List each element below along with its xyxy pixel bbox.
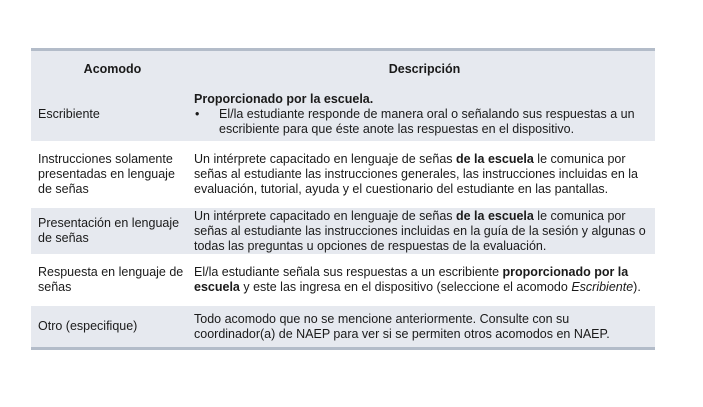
desc-text: y este las ingresa en el dispositivo (seleccione el acomodo xyxy=(239,280,572,294)
desc-text: Todo acomodo que no se mencione anteriormente. Consulte con su coordinador(a) de NAEP para ver si se permiten otros acomodos en NAEP. xyxy=(194,311,610,341)
desc-text: Un intérprete capacitado en lenguaje de señas xyxy=(194,152,456,166)
bullet-text: El/la estudiante responde de manera oral o señalando sus respuestas a un escribiente para que éste anote las respuestas en el dispositivo. xyxy=(219,107,635,136)
cell-descripcion xyxy=(194,141,655,208)
desc-text: ). xyxy=(633,280,641,294)
table-row xyxy=(31,141,655,208)
cell-acomodo: Presentación en lenguaje de señas xyxy=(38,216,180,245)
cell-acomodo: Instrucciones solamente presentadas en lenguaje de señas xyxy=(38,152,175,196)
desc-intro: Proporcionado por la escuela. xyxy=(194,92,374,106)
accommodations-table xyxy=(31,48,655,350)
cell-acomodo: Escribiente xyxy=(38,107,100,121)
table-row xyxy=(31,88,655,141)
header-acomodo: Acomodo xyxy=(83,62,142,76)
cell-acomodo: Respuesta en lenguaje de señas xyxy=(38,265,184,294)
desc-text: le comunica por señas al estudiante las instrucciones generales, las instrucciones incluidas en la evaluación, tutorial, ayuda y el cuestionario del estudiante en las pantallas. xyxy=(194,152,639,196)
desc-text: Un intérprete capacitado en lenguaje de señas xyxy=(194,208,456,223)
desc-italic-text: Escribiente xyxy=(571,280,634,294)
bullet-icon: • xyxy=(195,107,200,121)
table-row xyxy=(31,306,655,349)
cell-descripcion xyxy=(194,306,655,349)
desc-bold-text: de la escuela xyxy=(456,152,534,166)
table-row xyxy=(31,208,655,254)
table-row xyxy=(31,254,655,306)
cell-descripcion xyxy=(194,88,655,141)
bullet-item xyxy=(194,107,651,137)
header-descripcion: Descripción xyxy=(388,62,461,76)
accommodations-table-container xyxy=(31,48,655,350)
cell-acomodo: Otro (especifique) xyxy=(38,319,138,333)
cell-descripcion xyxy=(194,254,655,306)
desc-bold-text: de la escuela xyxy=(456,208,534,223)
table-header-row xyxy=(31,50,655,89)
desc-text: le comunica por señas al estudiante las instrucciones incluidas en la guía de la sesión y algunas o todas las preguntas u opciones de respuestas de la evaluación. xyxy=(194,208,646,253)
cell-descripcion xyxy=(194,208,655,254)
desc-text: El/la estudiante señala sus respuestas a un escribiente xyxy=(194,265,503,279)
desc-bold-text: proporcionado por la escuela xyxy=(194,265,629,294)
